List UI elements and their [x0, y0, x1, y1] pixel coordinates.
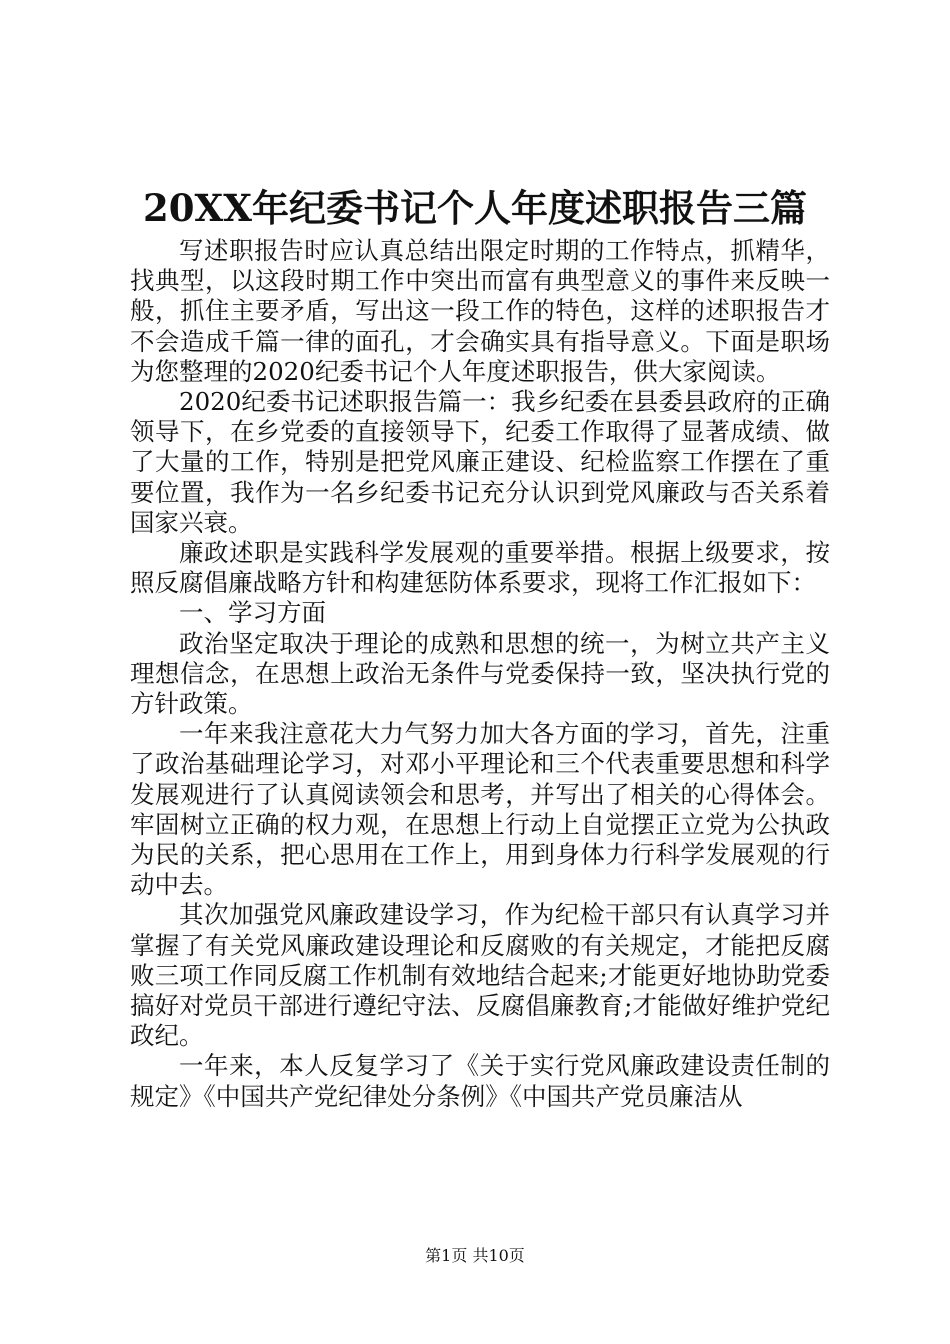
- paragraph-intro: 写述职报告时应认真总结出限定时期的工作特点，抓精华，找典型，以这段时期工作中突出而富有典型意义的事件来反映一般，抓住主要矛盾，写出这一段工作的特色，这样的述职报告才不会造成千篇一律的面孔，才会确实具有指导意义。下面是职场为您整理的2020纪委书记个人年度述职报告，供大家阅读。: [130, 236, 830, 386]
- page-footer: 第1页 共10页: [425, 1246, 525, 1265]
- paragraph-study-second: 其次加强党风廉政建设学习，作为纪检干部只有认真学习并掌握了有关党风廉政建设理论和反腐败的有关规定，才能把反腐败三项工作同反腐工作机制有效地结合起来;才能更好地协助党委搞好对党员干部进行遵纪守法、反腐倡廉教育;才能做好维护党纪政纪。: [130, 900, 830, 1051]
- section-heading-study: 一、学习方面: [179, 598, 326, 628]
- paragraph-study-first: 一年来我注意花大力气努力加大各方面的学习，首先，注重了政治基础理论学习，对邓小平理论和三个代表重要思想和科学发展观进行了认真阅读领会和思考，并写出了相关的心得体会。牢固树立正确的权力观，在思想上行动上自觉摆正立党为公执政为民的关系，把心思用在工作上，用到身体力行科学发展观的行动中去。: [130, 719, 830, 900]
- paragraph-regulations: 一年来，本人反复学习了《关于实行党风廉政建设责任制的规定》《中国共产党纪律处分条例》《中国共产党员廉洁从: [130, 1051, 830, 1111]
- document-body: [130, 236, 830, 1112]
- document-title: 20XX年纪委书记个人年度述职报告三篇: [143, 186, 807, 230]
- paragraph-report-one: 2020纪委书记述职报告篇一：我乡纪委在县委县政府的正确领导下，在乡党委的直接领导下，纪委工作取得了显著成绩、做了大量的工作，特别是把党风廉正建设、纪检监察工作摆在了重要位置，我作为一名乡纪委书记充分认识到党风廉政与否关系着国家兴衰。: [130, 387, 830, 537]
- paragraph-political: 政治坚定取决于理论的成熟和思想的统一，为树立共产主义理想信念，在思想上政治无条件与党委保持一致，坚决执行党的方针政策。: [130, 628, 830, 719]
- paragraph-overview: 廉政述职是实践科学发展观的重要举措。根据上级要求，按照反腐倡廉战略方针和构建惩防体系要求，现将工作汇报如下：: [130, 538, 830, 598]
